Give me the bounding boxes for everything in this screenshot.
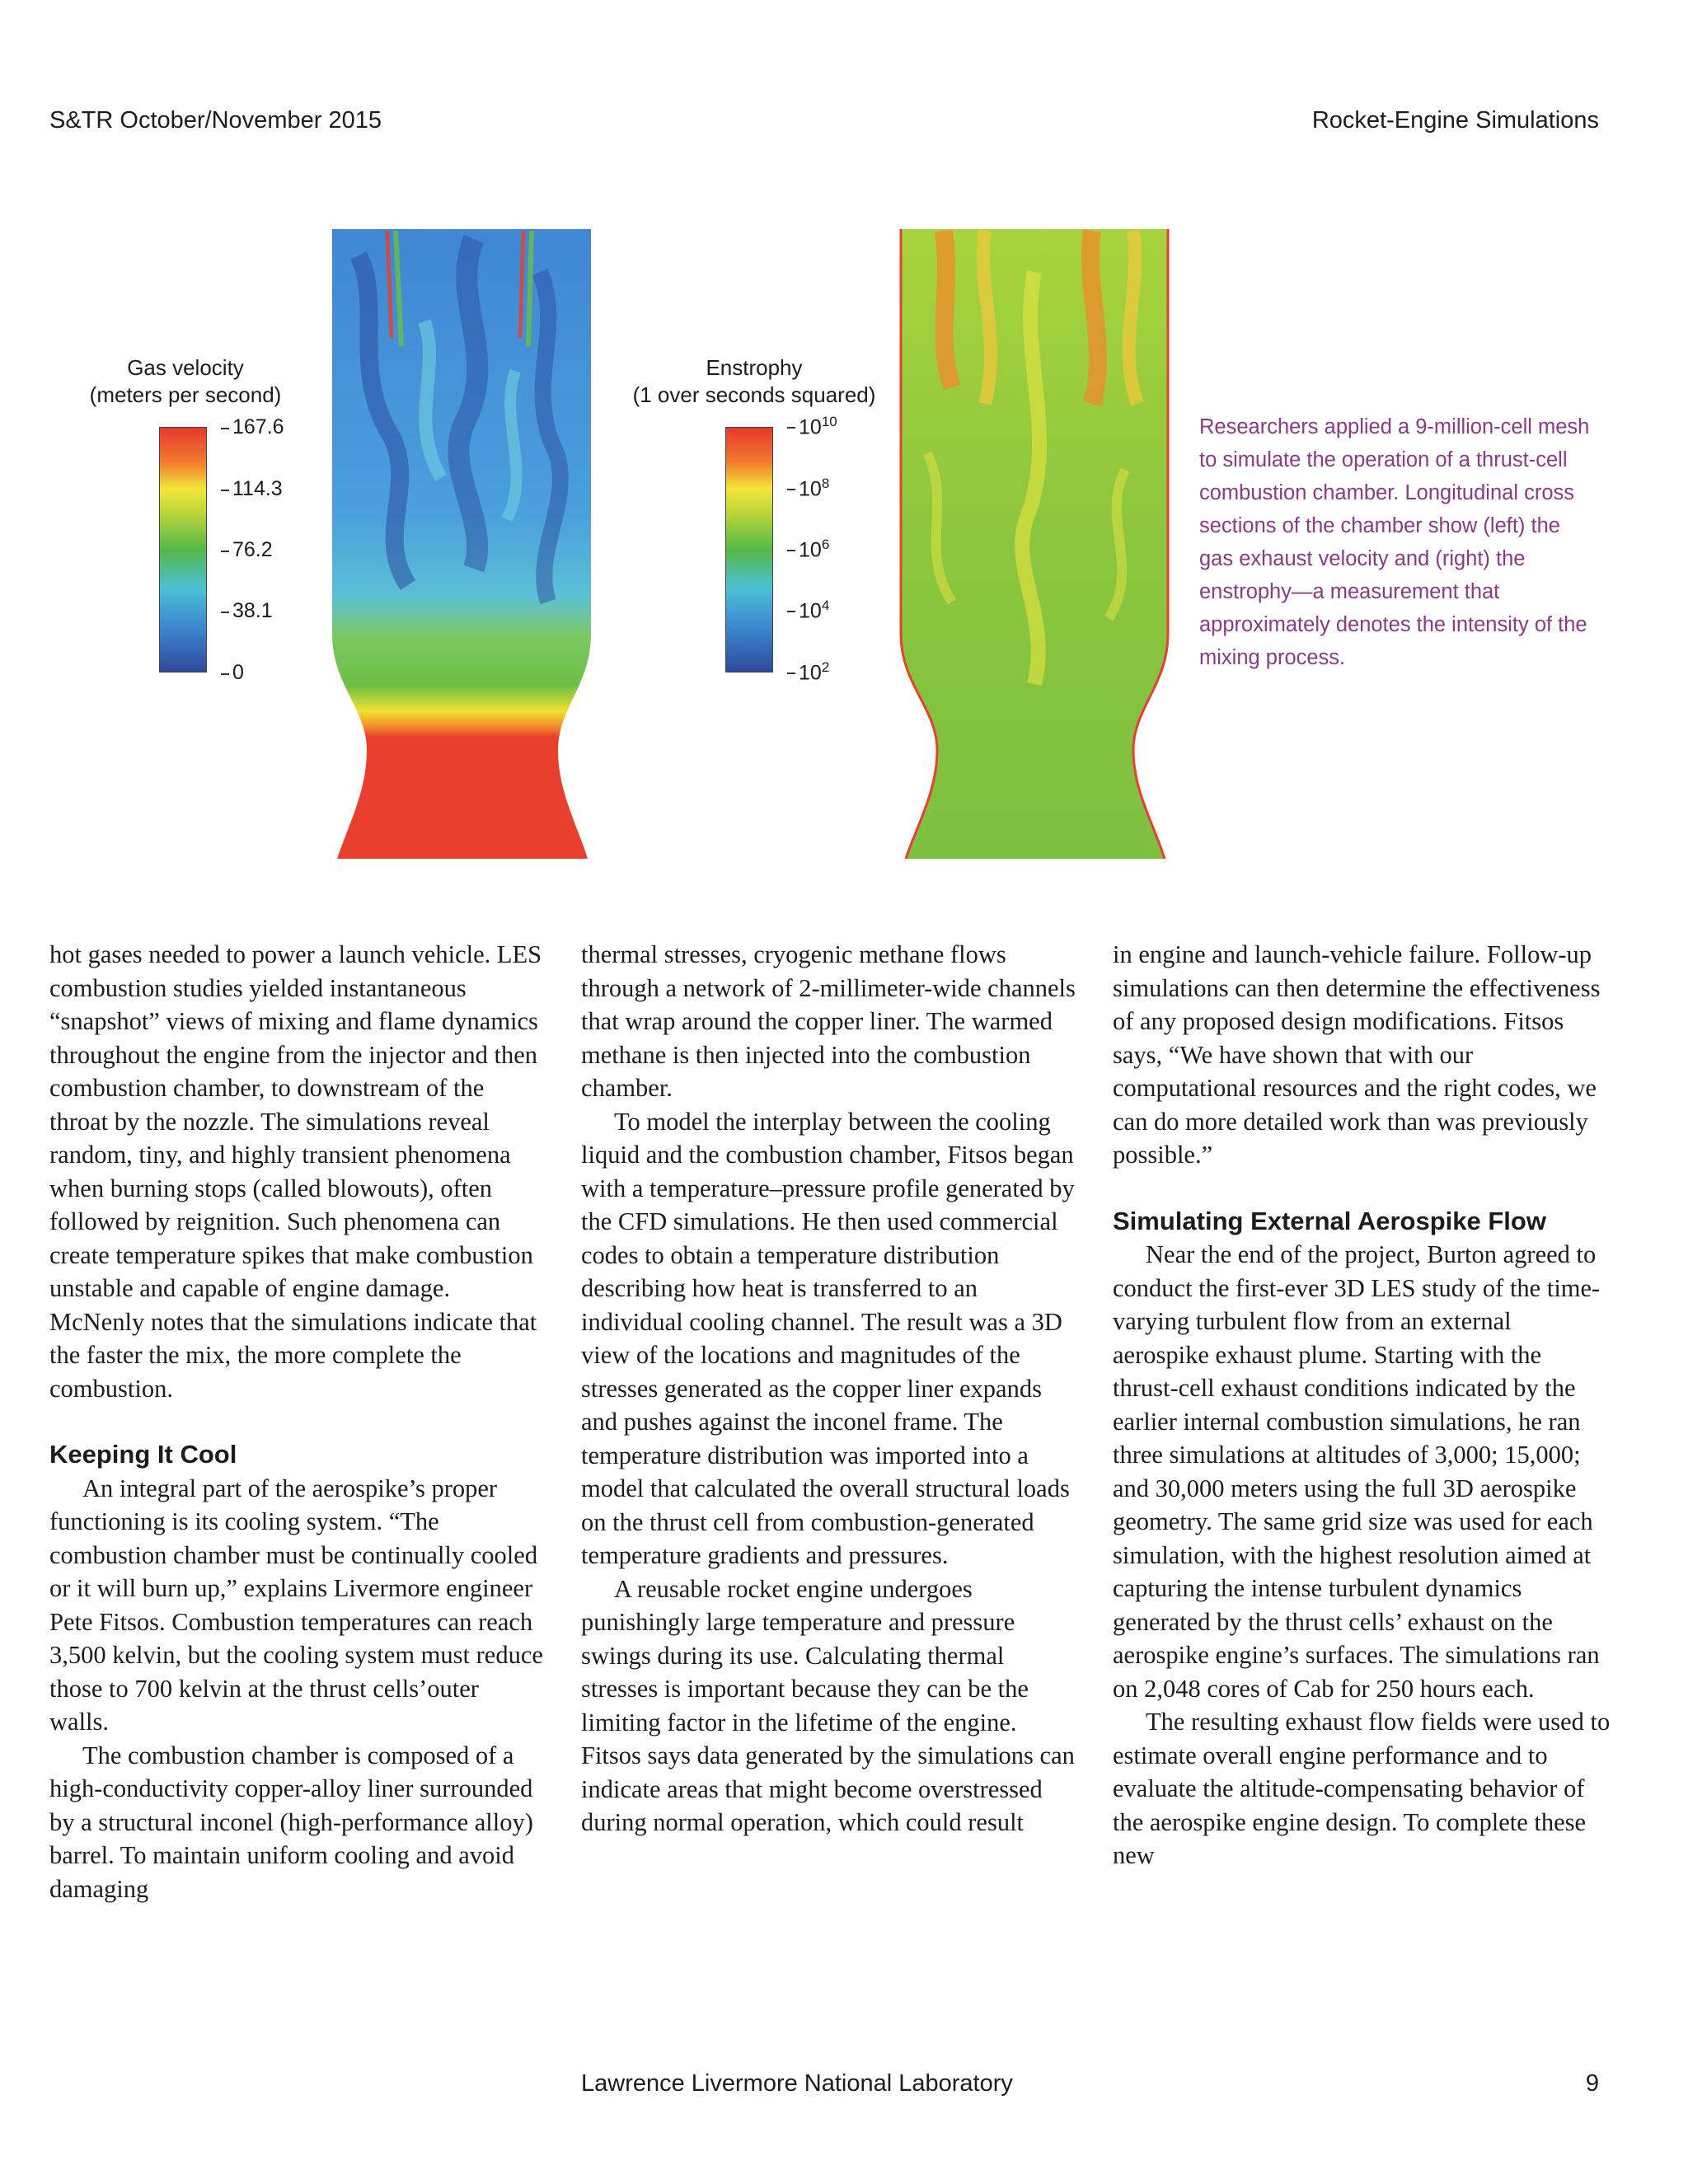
section-heading-keeping-it-cool: Keeping It Cool (49, 1440, 237, 1469)
article-column-3 (1113, 938, 1611, 1872)
enstrophy-tick (799, 598, 829, 623)
velocity-legend-title (82, 354, 288, 409)
enstrophy-tick-base: 10 (799, 661, 822, 685)
paragraph: The combustion chamber is composed of a high-conductivity copper-alloy liner surrounded by a structural inconel (high-performance alloy) barrel. To maintain uniform cooling and avoid damaging (49, 1741, 533, 1903)
enstrophy-legend-title (626, 354, 882, 409)
enstrophy-legend-title-line2: (1 over seconds squared) (632, 382, 876, 407)
running-head-right: Rocket-Engine Simulations (1311, 107, 1599, 134)
paragraph: To model the interplay between the cooling liquid and the combustion chamber, Fitsos began with a temperature–pressure profile generated by the CFD simulations. He then used commercial codes to obtain a temperature distribution describing how heat is transferred to an individual cooling channel. The result was a 3D view of the locations and magnitudes of the stresses generated as the copper liner expands and pushes against the inconel frame. The temperature distribution was imported into a model that calculated the overall structural loads on the thrust cell from combustion-generated temperature gradients and pressures. (581, 1107, 1075, 1569)
figure-caption: Researchers applied a 9-million-cell mesh to simulate the operation of a thrust-cell combustion chamber. Longitudinal cross sections of the chamber show (left) the gas exhaust velocity and (right) the enstrophy—a measurement that approximately denotes the intensity of the mixing process. (1199, 415, 1590, 669)
enstrophy-tick (799, 414, 837, 439)
page-number: 9 (1585, 2070, 1599, 2097)
velocity-tick: 114.3 (232, 477, 283, 500)
enstrophy-tick (799, 659, 829, 685)
paragraph: A reusable rocket engine undergoes punishingly large temperature and pressure swings during its use. Calculating thermal stresses is important because they can be the limiting factor in the lifetime of the engine. Fitsos says data generated by the simulations can indicate areas that might become overstressed during normal operation, which could result (581, 1574, 1075, 1836)
velocity-tick: 38.1 (232, 599, 273, 622)
velocity-tick: 76.2 (232, 538, 273, 561)
enstrophy-tick-exponent: 10 (821, 414, 837, 429)
enstrophy-tick-base: 10 (799, 415, 822, 439)
running-head-left: S&TR October/November 2015 (49, 107, 382, 134)
velocity-legend-title-line1: Gas velocity (127, 355, 244, 380)
footer-lab-name: Lawrence Livermore National Laboratory (581, 2070, 1013, 2097)
simulation-figure (0, 223, 1688, 882)
enstrophy-legend-title-line1: Enstrophy (706, 355, 803, 380)
enstrophy-tick-exponent: 8 (821, 476, 830, 491)
article-column-1 (49, 938, 544, 1905)
velocity-color-scale (159, 427, 207, 673)
article-column-2 (581, 938, 1076, 1840)
paragraph: The resulting exhaust flow fields were used to estimate overall engine performance and to evaluate the altitude-compensating behavior of the aerospike engine design. To complete these new (1113, 1708, 1611, 1869)
paragraph: Near the end of the project, Burton agreed to conduct the first-ever 3D LES study of the time-varying turbulent flow from an external aerospike exhaust plume. Starting with the thrust-cell exhaust conditions indicated by the earlier internal combustion simulations, he ran three simulations at altitudes of 3,000; 15,000; and 30,000 meters using the full 3D aerospike geometry. The same grid size was used for each simulation, with the highest resolution aimed at capturing the intense turbulent dynamics generated by the thrust cells’ exhaust on the aerospike engine’s surfaces. The simulations ran on 2,048 cores of Cab for 250 hours each. (1113, 1240, 1601, 1703)
paragraph: hot gases needed to power a launch vehicle. LES combustion studies yielded instantaneous “snapshot” views of mixing and flame dynamics throughout the engine from the injector and then combustion chamber, to downstream of the throat by the nozzle. The simulations reveal random, tiny, and highly transient phenomena when burning stops (called blowouts), often followed by reignition. Such phenomena can create temperature spikes that make combustion unstable and capable of engine damage. McNenly notes that the simulations indicate that the faster the mix, the more complete the combustion. (49, 940, 542, 1403)
velocity-tick: 167.6 (232, 415, 284, 438)
enstrophy-tick (799, 537, 829, 562)
enstrophy-tick-base: 10 (799, 599, 822, 623)
enstrophy-tick-base: 10 (799, 477, 822, 501)
velocity-legend-title-line2: (meters per second) (89, 382, 282, 407)
gas-velocity-plume-image (326, 223, 598, 865)
enstrophy-color-scale (725, 427, 773, 673)
velocity-tick: 0 (232, 661, 244, 684)
enstrophy-tick-exponent: 2 (821, 659, 830, 675)
section-heading-aerospike-flow: Simulating External Aerospike Flow (1113, 1206, 1546, 1235)
paragraph: in engine and launch-vehicle failure. Follow-up simulations can then determine the effectiveness of any proposed design modifications. Fitsos says, “We have shown that with our computational resources and the right codes, we can do more detailed work than was previously possible.” (1113, 940, 1601, 1169)
paragraph: thermal stresses, cryogenic methane flows through a network of 2-millimeter-wide channels that wrap around the copper liner. The warmed methane is then injected into the combustion chamber. (581, 940, 1076, 1102)
enstrophy-tick-exponent: 4 (821, 598, 830, 613)
enstrophy-plume-image (894, 223, 1175, 865)
paragraph: An integral part of the aerospike’s proper functioning is its cooling system. “The combustion chamber must be continually cooled or it will burn up,” explains Livermore engineer Pete Fitsos. Combustion temperatures can reach 3,500 kelvin, but the cooling system must reduce those to 700 kelvin at the thrust cells’outer walls. (49, 1474, 543, 1736)
enstrophy-tick-exponent: 6 (821, 537, 830, 552)
enstrophy-tick-base: 10 (799, 538, 822, 562)
enstrophy-tick (799, 476, 829, 501)
